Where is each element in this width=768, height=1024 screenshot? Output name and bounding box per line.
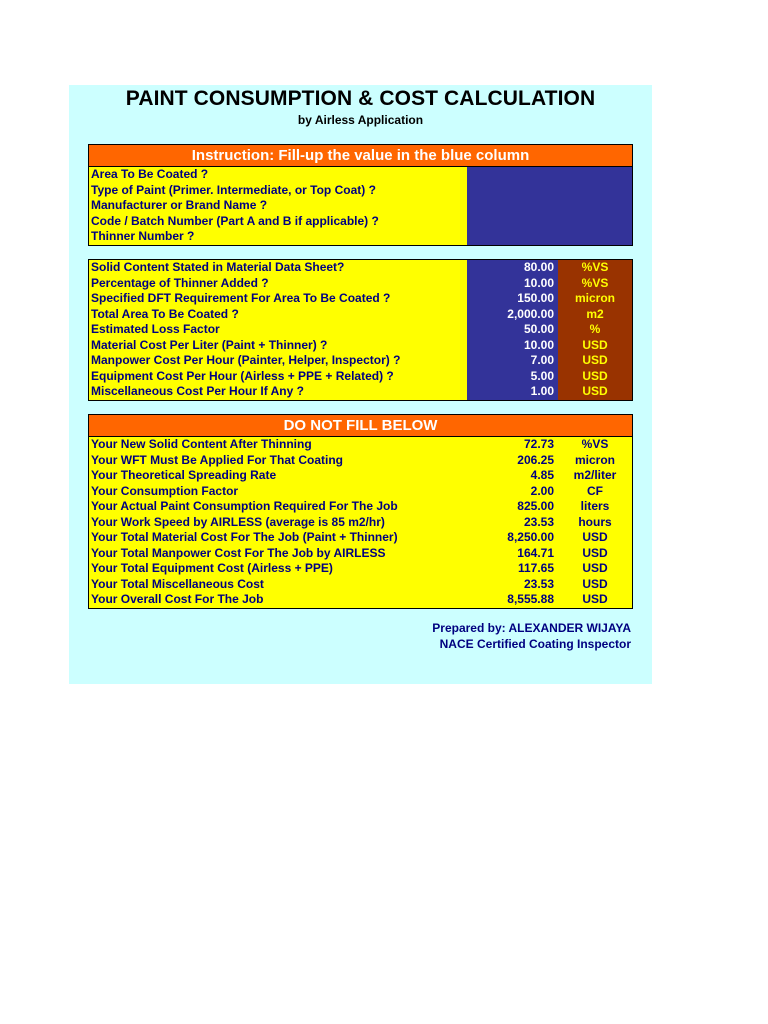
unit-label: liters (558, 499, 632, 515)
input-row-loss-factor (89, 322, 632, 338)
input-value[interactable]: 10.00 (467, 276, 558, 292)
input-value[interactable]: 7.00 (467, 353, 558, 369)
input-row-brand (89, 198, 632, 214)
row-label: Solid Content Stated in Material Data Sheet? (89, 260, 467, 276)
input-row-equipment-cost (89, 369, 632, 385)
unit-label: % (558, 322, 632, 338)
input-cell-batch[interactable] (467, 214, 632, 230)
result-row (89, 577, 632, 593)
instruction-header: Instruction: Fill-up the value in the blue column (89, 145, 632, 167)
row-label: Thinner Number ? (89, 229, 467, 245)
input-value[interactable]: 2,000.00 (467, 307, 558, 323)
row-label: Your Total Equipment Cost (Airless + PPE) (89, 561, 467, 577)
row-label: Equipment Cost Per Hour (Airless + PPE + Related) ? (89, 369, 467, 385)
input-value[interactable]: 1.00 (467, 384, 558, 400)
prepared-by-name: Prepared by: ALEXANDER WIJAYA (432, 621, 631, 635)
row-label: Your Theoretical Spreading Rate (89, 468, 467, 484)
results-header: DO NOT FILL BELOW (89, 415, 632, 437)
instruction-block (88, 144, 633, 246)
unit-label: USD (558, 577, 632, 593)
input-row-solid-content (89, 260, 632, 276)
result-row (89, 468, 632, 484)
input-value[interactable]: 50.00 (467, 322, 558, 338)
result-row (89, 453, 632, 469)
input-values-block (88, 259, 633, 401)
unit-label: USD (558, 561, 632, 577)
page-title: PAINT CONSUMPTION & COST CALCULATION (125, 87, 596, 110)
input-row-batch (89, 214, 632, 230)
row-label: Your Total Material Cost For The Job (Paint + Thinner) (89, 530, 467, 546)
unit-label: %VS (558, 276, 632, 292)
row-label: Your Work Speed by AIRLESS (average is 85 m2/hr) (89, 515, 467, 531)
result-value: 825.00 (467, 499, 558, 515)
input-row-material-cost (89, 338, 632, 354)
row-label: Your Actual Paint Consumption Required For The Job (89, 499, 467, 515)
result-value: 4.85 (467, 468, 558, 484)
row-label: Your Consumption Factor (89, 484, 467, 500)
page-subtitle: by Airless Application (297, 113, 424, 127)
row-label: Your New Solid Content After Thinning (89, 437, 467, 453)
prepared-by (432, 620, 631, 652)
input-cell-area[interactable] (467, 167, 632, 183)
input-row-misc-cost (89, 384, 632, 400)
row-label: Your Overall Cost For The Job (89, 592, 467, 608)
unit-label: USD (558, 592, 632, 608)
row-label: Manufacturer or Brand Name ? (89, 198, 467, 214)
result-row (89, 515, 632, 531)
unit-label: micron (558, 291, 632, 307)
row-label: Manpower Cost Per Hour (Painter, Helper, Inspector) ? (89, 353, 467, 369)
row-label: Type of Paint (Primer. Intermediate, or Top Coat) ? (89, 183, 467, 199)
row-label: Miscellaneous Cost Per Hour If Any ? (89, 384, 467, 400)
spreadsheet-sheet (69, 85, 652, 684)
input-row-area (89, 167, 632, 183)
result-row (89, 561, 632, 577)
input-row-manpower-cost (89, 353, 632, 369)
result-row (89, 484, 632, 500)
row-label: Your WFT Must Be Applied For That Coating (89, 453, 467, 469)
result-row (89, 546, 632, 562)
result-row (89, 499, 632, 515)
unit-label: USD (558, 353, 632, 369)
result-row-overall (89, 592, 632, 608)
unit-label: USD (558, 384, 632, 400)
unit-label: micron (558, 453, 632, 469)
input-row-thinner (89, 229, 632, 245)
input-cell-brand[interactable] (467, 198, 632, 214)
input-value[interactable]: 5.00 (467, 369, 558, 385)
unit-label: %VS (558, 437, 632, 453)
unit-label: USD (558, 338, 632, 354)
result-value: 164.71 (467, 546, 558, 562)
result-value: 23.53 (467, 515, 558, 531)
result-value: 72.73 (467, 437, 558, 453)
row-label: Area To Be Coated ? (89, 167, 467, 183)
input-value[interactable]: 150.00 (467, 291, 558, 307)
row-label: Material Cost Per Liter (Paint + Thinner) ? (89, 338, 467, 354)
result-value: 2.00 (467, 484, 558, 500)
unit-label: USD (558, 530, 632, 546)
input-row-dft (89, 291, 632, 307)
row-label: Specified DFT Requirement For Area To Be Coated ? (89, 291, 467, 307)
input-row-paint-type (89, 183, 632, 199)
row-label: Percentage of Thinner Added ? (89, 276, 467, 292)
input-row-thinner-pct (89, 276, 632, 292)
row-label: Code / Batch Number (Part A and B if applicable) ? (89, 214, 467, 230)
row-label: Your Total Miscellaneous Cost (89, 577, 467, 593)
results-block (88, 414, 633, 609)
prepared-by-credential: NACE Certified Coating Inspector (439, 637, 631, 651)
row-label: Total Area To Be Coated ? (89, 307, 467, 323)
unit-label: USD (558, 369, 632, 385)
input-value[interactable]: 80.00 (467, 260, 558, 276)
result-value: 23.53 (467, 577, 558, 593)
result-value: 8,250.00 (467, 530, 558, 546)
result-value: 8,555.88 (467, 592, 558, 608)
result-value: 117.65 (467, 561, 558, 577)
unit-label: USD (558, 546, 632, 562)
result-value: 206.25 (467, 453, 558, 469)
unit-label: m2/liter (558, 468, 632, 484)
input-cell-paint-type[interactable] (467, 183, 632, 199)
unit-label: %VS (558, 260, 632, 276)
row-label: Your Total Manpower Cost For The Job by AIRLESS (89, 546, 467, 562)
result-row (89, 437, 632, 453)
input-cell-thinner[interactable] (467, 229, 632, 245)
unit-label: CF (558, 484, 632, 500)
unit-label: m2 (558, 307, 632, 323)
input-value[interactable]: 10.00 (467, 338, 558, 354)
row-label: Estimated Loss Factor (89, 322, 467, 338)
input-row-total-area (89, 307, 632, 323)
unit-label: hours (558, 515, 632, 531)
result-row (89, 530, 632, 546)
